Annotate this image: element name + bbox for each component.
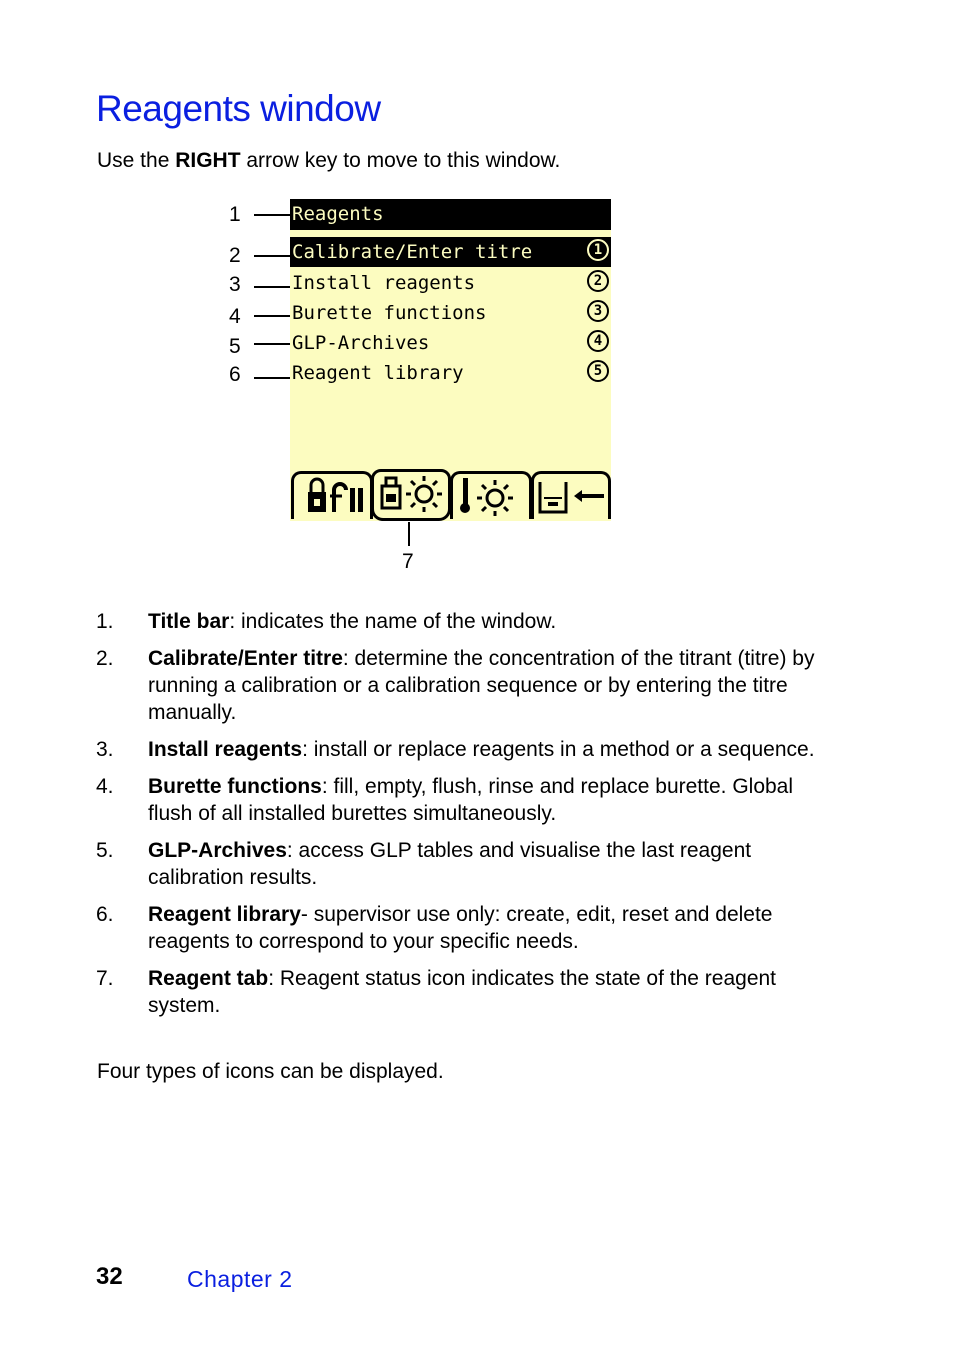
list-item <box>96 965 836 1019</box>
menu-item-label: Reagent library <box>292 362 464 384</box>
number-3-icon: 3 <box>587 300 609 322</box>
list-text: : Reagent status icon indicates the state of the reagent system. <box>148 967 777 1017</box>
list-term: Burette functions <box>148 775 322 798</box>
list-item <box>96 645 836 726</box>
callout-7: 7 <box>402 550 414 573</box>
callout-1: 1 <box>229 203 241 226</box>
menu-item-calibrate[interactable] <box>290 237 611 267</box>
list-item <box>96 901 836 955</box>
list-number: 1. <box>96 610 114 633</box>
menu-item-burette-functions[interactable] <box>290 298 611 328</box>
list-text: : install or replace reagents in a method or a sequence. <box>302 738 815 761</box>
list-number: 7. <box>96 967 114 990</box>
list-term: Install reagents <box>148 738 303 761</box>
list-item <box>96 773 836 827</box>
list-text: : indicates the name of the window. <box>229 610 557 633</box>
list-text: : fill, empty, flush, rinse and replace burette. Global flush of all installed burettes simultaneously. <box>148 775 794 825</box>
menu-item-label: GLP-Archives <box>292 332 430 354</box>
list-item <box>96 837 836 891</box>
list-number: 6. <box>96 903 114 926</box>
tab-results[interactable] <box>531 471 611 519</box>
tab-sensors[interactable] <box>450 471 532 519</box>
intro-paragraph <box>97 149 560 173</box>
list-term: Reagent tab <box>148 967 269 990</box>
beaker-arrow-icon <box>534 474 608 518</box>
callout-3: 3 <box>229 273 241 296</box>
intro-pre: Use the <box>97 149 176 172</box>
leader-line <box>254 214 290 216</box>
list-number: 5. <box>96 839 114 862</box>
leader-line <box>254 377 290 379</box>
list-number: 2. <box>96 647 114 670</box>
leader-line <box>254 255 290 257</box>
number-2-icon: 2 <box>587 270 609 292</box>
tab-reagents[interactable] <box>371 469 451 521</box>
list-term: Title bar <box>148 610 230 633</box>
page-heading: Reagents window <box>96 88 381 129</box>
menu-item-install-reagents[interactable] <box>290 268 611 298</box>
list-text: : access GLP tables and visualise the last reagent calibration results. <box>148 839 752 889</box>
description-list <box>96 608 836 1029</box>
list-number: 3. <box>96 738 114 761</box>
menu-item-label: Calibrate/Enter titre <box>292 241 533 263</box>
callout-5: 5 <box>229 335 241 358</box>
list-number: 4. <box>96 775 114 798</box>
padlock-burette-icon <box>294 474 370 518</box>
list-item <box>96 736 836 763</box>
menu-item-glp-archives[interactable] <box>290 328 611 358</box>
list-term: GLP-Archives <box>148 839 287 862</box>
list-text: - supervisor use only: create, edit, reset and delete reagents to correspond to your specific needs. <box>148 903 773 953</box>
intro-key: RIGHT <box>175 149 241 172</box>
list-term: Calibrate/Enter titre <box>148 647 343 670</box>
chapter-label: Chapter 2 <box>187 1266 293 1292</box>
menu-item-label: Burette functions <box>292 302 487 324</box>
number-1-icon: 1 <box>587 239 609 261</box>
lcd-tab-bar <box>290 469 611 521</box>
menu-item-reagent-library[interactable] <box>290 358 611 388</box>
lcd-title-bar: Reagents <box>290 199 611 230</box>
number-4-icon: 4 <box>587 330 609 352</box>
number-5-icon: 5 <box>587 360 609 382</box>
thermometer-sun-icon <box>453 474 529 518</box>
reagent-bottle-sun-icon <box>374 472 448 518</box>
menu-item-label: Install reagents <box>292 272 476 294</box>
callout-4: 4 <box>229 305 241 328</box>
list-item <box>96 608 836 635</box>
leader-line <box>254 286 290 288</box>
callout-6: 6 <box>229 363 241 386</box>
callout-2: 2 <box>229 244 241 267</box>
leader-line <box>254 315 290 317</box>
reagents-window-screen <box>290 199 611 521</box>
leader-line-vertical <box>408 522 410 546</box>
leader-line <box>254 343 290 345</box>
page-number: 32 <box>96 1263 123 1290</box>
tab-methods[interactable] <box>291 471 373 519</box>
list-term: Reagent library <box>148 903 301 926</box>
closing-paragraph: Four types of icons can be displayed. <box>97 1060 444 1083</box>
intro-post: arrow key to move to this window. <box>240 149 561 172</box>
list-text: : determine the concentration of the titrant (titre) by running a calibration or a calibration sequence or by entering the titre manually. <box>148 647 815 724</box>
